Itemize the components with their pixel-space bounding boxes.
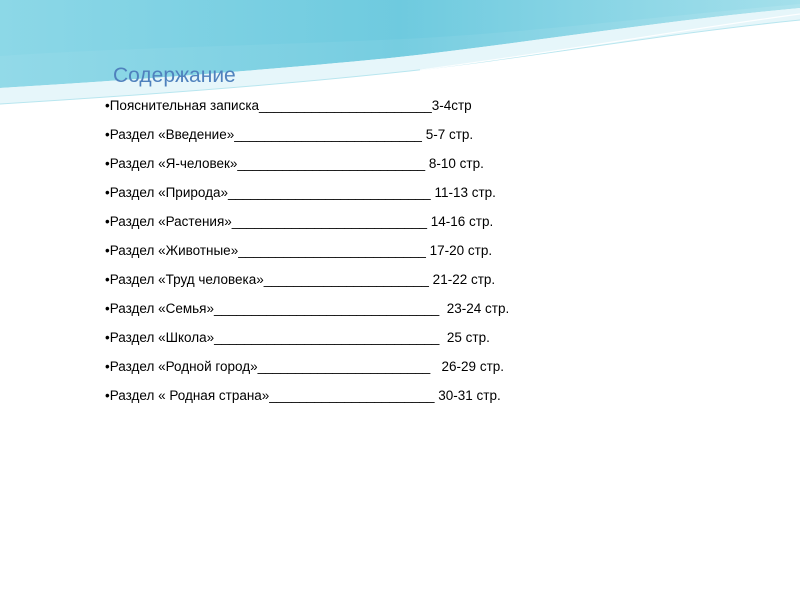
toc-item: •Раздел «Родной город»_______________________ 26-29 стр.	[105, 359, 505, 374]
table-of-contents	[105, 91, 509, 410]
toc-item: •Раздел «Животные»_________________________ 17-20 стр.	[105, 243, 493, 258]
toc-item: •Раздел «Я-человек»_________________________ 8-10 стр.	[105, 156, 484, 171]
toc-item: •Раздел « Родная страна»______________________ 30-31 стр.	[105, 388, 501, 403]
toc-item: •Раздел «Введение»_________________________ 5-7 стр.	[105, 127, 474, 142]
toc-item: •Раздел «Растения»__________________________ 14-16 стр.	[105, 214, 494, 229]
toc-item: •Раздел «Школа»______________________________ 25 стр.	[105, 330, 490, 345]
toc-item: •Раздел «Природа»___________________________ 11-13 стр.	[105, 185, 496, 200]
toc-item: •Раздел «Семья»______________________________ 23-24 стр.	[105, 301, 510, 316]
slide-title: Содержание	[113, 64, 236, 87]
toc-item: •Раздел «Труд человека»______________________ 21-22 стр.	[105, 272, 496, 287]
toc-item: •Пояснительная записка_______________________3-4стр	[105, 98, 472, 113]
